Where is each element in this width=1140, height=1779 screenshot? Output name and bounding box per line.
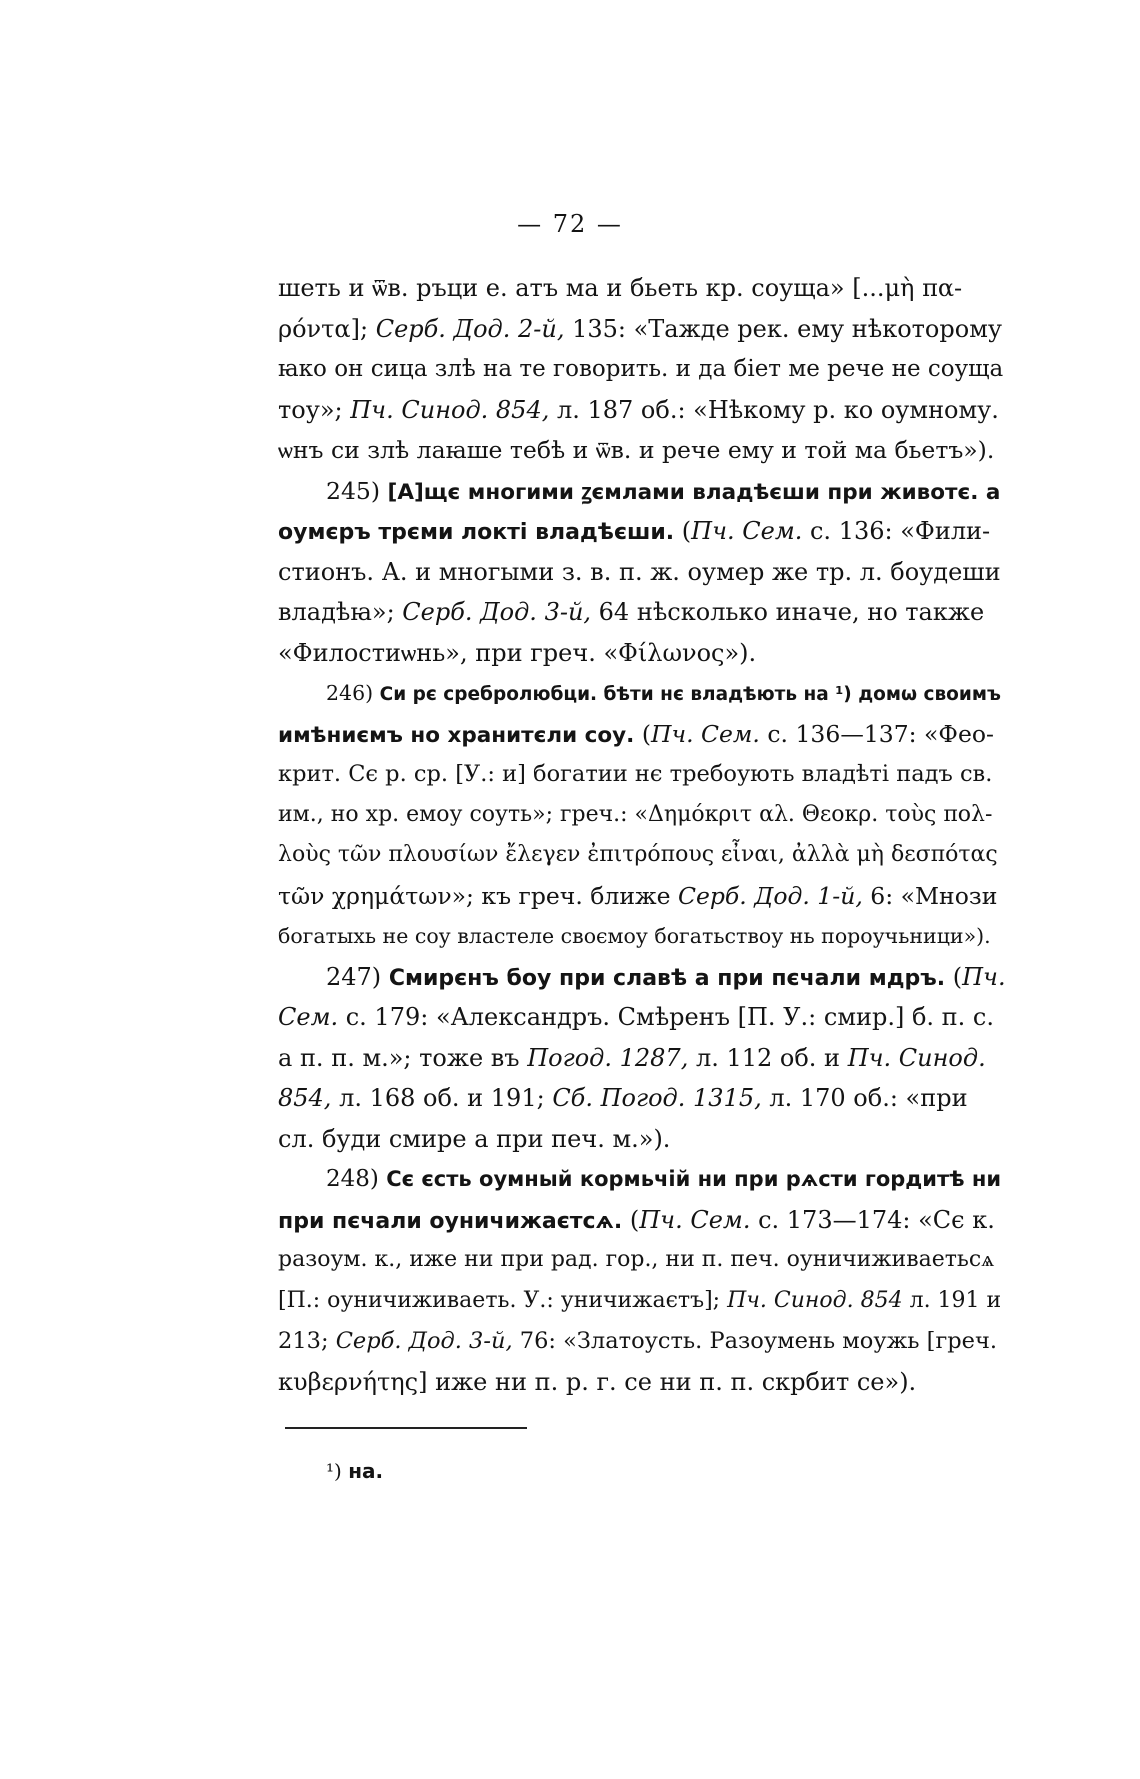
text-line [278,1240,1007,1281]
text-line [278,835,1007,876]
text-span: ( [622,1205,640,1234]
text-span: шеть и ѿв. ръци е. атъ ма и бьеть кр. соуща» [...μὴ πα- [278,274,963,302]
text-line [278,390,1007,431]
citation-text: 854, [278,1084,332,1112]
text-span: с. 136—137: «Фео- [759,719,994,748]
citation-text: Погод. 1287, [527,1043,689,1072]
text-line [278,1281,1007,1322]
text-line [278,714,1007,755]
text-line [278,673,1007,714]
text-line [278,957,1007,998]
text-span: ѡнъ си злѣ лаꙗше тебѣ и ѿв. и рече ему и той ма бьетъ»). [278,436,995,464]
text-line [278,1159,1007,1200]
slavonic-text: Сє єсть оумный кормьчій ни при рѧсти гордитѣ ни [386,1167,1002,1191]
text-line [278,268,1007,309]
text-span: л. 187 об.: «Нѣкому р. ко оумному. [549,395,999,424]
text-line [278,1078,1007,1119]
text-span: «Филостиѡнь», при греч. «Φίλωνος»). [278,638,757,667]
text-span: л. 191 и [902,1287,1002,1313]
text-span: ( [945,962,963,991]
text-span: λοὺς τῶν πλουσίων ἔλεγεν ἐπιτρόπους εἶναι, ἀλλὰ μὴ δεσπότας [278,842,998,867]
citation-text: Серб. Дод. 1-й, [678,881,863,910]
citation-text: Пч. [962,962,1006,991]
text-line [278,471,1007,512]
citation-text: Пч. Синод. 854, [350,395,550,424]
citation-text: Пч. Сем. [650,719,760,748]
text-span: 213; [278,1328,336,1354]
text-line [278,1119,1007,1160]
footnote-rule [285,1427,527,1429]
text-line [278,1038,1007,1079]
text-span: 135: «Тажде рек. ему нѣкоторому [564,314,1002,343]
text-span: с. 136: «Фили- [802,517,991,545]
text-line [278,754,1007,795]
text-span: с. 173—174: «Сє к. [750,1205,995,1234]
text-span: богатыхь не соу властеле своємоу богатьствоу нь пороучьници»). [278,924,991,948]
footnote-mark: ¹) [326,1459,342,1483]
text-span: 6: «Мнози [862,881,998,910]
citation-text: Серб. Дод. 2-й, [375,314,565,343]
text-span: 247) [326,962,389,991]
slavonic-text: оумєръ трєми локті владѣєши. [278,520,675,545]
slavonic-text: [А]щє многими ꙁємлами владѣєши при животє. а [387,479,1001,505]
text-span: владѣꙗ»; [278,598,403,626]
footnote-text: на. [348,1459,384,1483]
text-line [278,511,1007,552]
citation-text: Пч. Синод. [847,1043,986,1072]
text-span: тоу»; [278,395,351,424]
body-text [278,268,1007,1402]
slavonic-text: Си рє сребролюбци. бѣти нє владѣють на ¹) домѡ своимъ [379,684,1001,705]
text-span: им., но хр. емоу соуть»; греч.: «Δημόκριτ αλ. Θεοκρ. τοὺς πολ- [278,801,993,827]
text-line [278,633,1007,674]
citation-text: Пч. Синод. 854 [727,1287,903,1313]
text-line [278,1362,1007,1403]
text-line [278,1321,1007,1362]
citation-text: Серб. Дод. 3-й, [402,598,592,626]
text-line [278,552,1007,593]
text-span: 64 нѣсколько иначе, но также [591,598,985,626]
text-span: л. 168 об. и 191; [331,1084,553,1112]
text-span: разоум. к., иже ни при рад. гор., ни п. печ. оуничиживаетьсѧ [278,1247,995,1272]
text-span: 76: «Златоусть. Разоумень моужь [греч. [512,1328,997,1354]
text-span: ρόντα]; [278,314,376,343]
text-line [278,349,1007,390]
slavonic-text: Смирєнъ боу при славѣ а при пєчали мдръ. [388,965,946,991]
text-span: л. 112 об. и [688,1043,848,1072]
text-span: сл. буди смире а при печ. м.»). [278,1124,671,1153]
page-number: — 72 — [517,210,623,238]
text-line [278,997,1007,1038]
citation-text: Сб. Погод. 1315, [552,1084,762,1112]
citation-text: Пч. Сем. [691,517,803,545]
text-span: τῶν χρημάτων»; къ греч. ближе [278,881,678,910]
text-line [278,1200,1007,1241]
citation-text: Пч. Сем. [639,1205,751,1234]
text-span: с. 179: «Александръ. Смѣренъ [П. У.: смир.] б. п. с. [338,1003,994,1031]
text-span: κυβερνήτης] иже ни п. р. г. се ни п. п. скрбит се»). [278,1367,917,1396]
text-span: а п. п. м.»; тоже въ [278,1043,528,1072]
text-line [278,795,1007,836]
text-span: крит. Сє р. ср. [У.: и] богатии нє требоують владѣті падъ св. [278,761,993,787]
text-line [278,876,1007,917]
text-span: ( [634,719,651,748]
text-span: [П.: оуничиживаеть. У.: уничижаєтъ]; [278,1287,728,1313]
footnote [326,1457,383,1485]
text-span: 245) [326,476,388,505]
slavonic-text: имѣниємъ но хранитєли соу. [278,722,635,748]
text-span: 248) [326,1166,387,1192]
text-line [278,916,1007,957]
text-span: ( [674,517,692,545]
text-span: ꙗко он сица злѣ на те говорить. и да біет ме рече не соуща [278,356,1004,382]
text-span: 246) [326,681,380,705]
slavonic-text: при пєчали оуничижаєтсѧ. [278,1208,623,1234]
text-line [278,430,1007,471]
text-span: л. 170 об.: «при [761,1084,968,1112]
citation-text: Сем. [278,1003,339,1031]
citation-text: Серб. Дод. 3-й, [335,1328,513,1354]
text-span: стионъ. А. и многыми з. в. п. ж. оумер же тр. л. боудеши [278,557,1001,586]
text-line [278,309,1007,350]
text-line [278,592,1007,633]
